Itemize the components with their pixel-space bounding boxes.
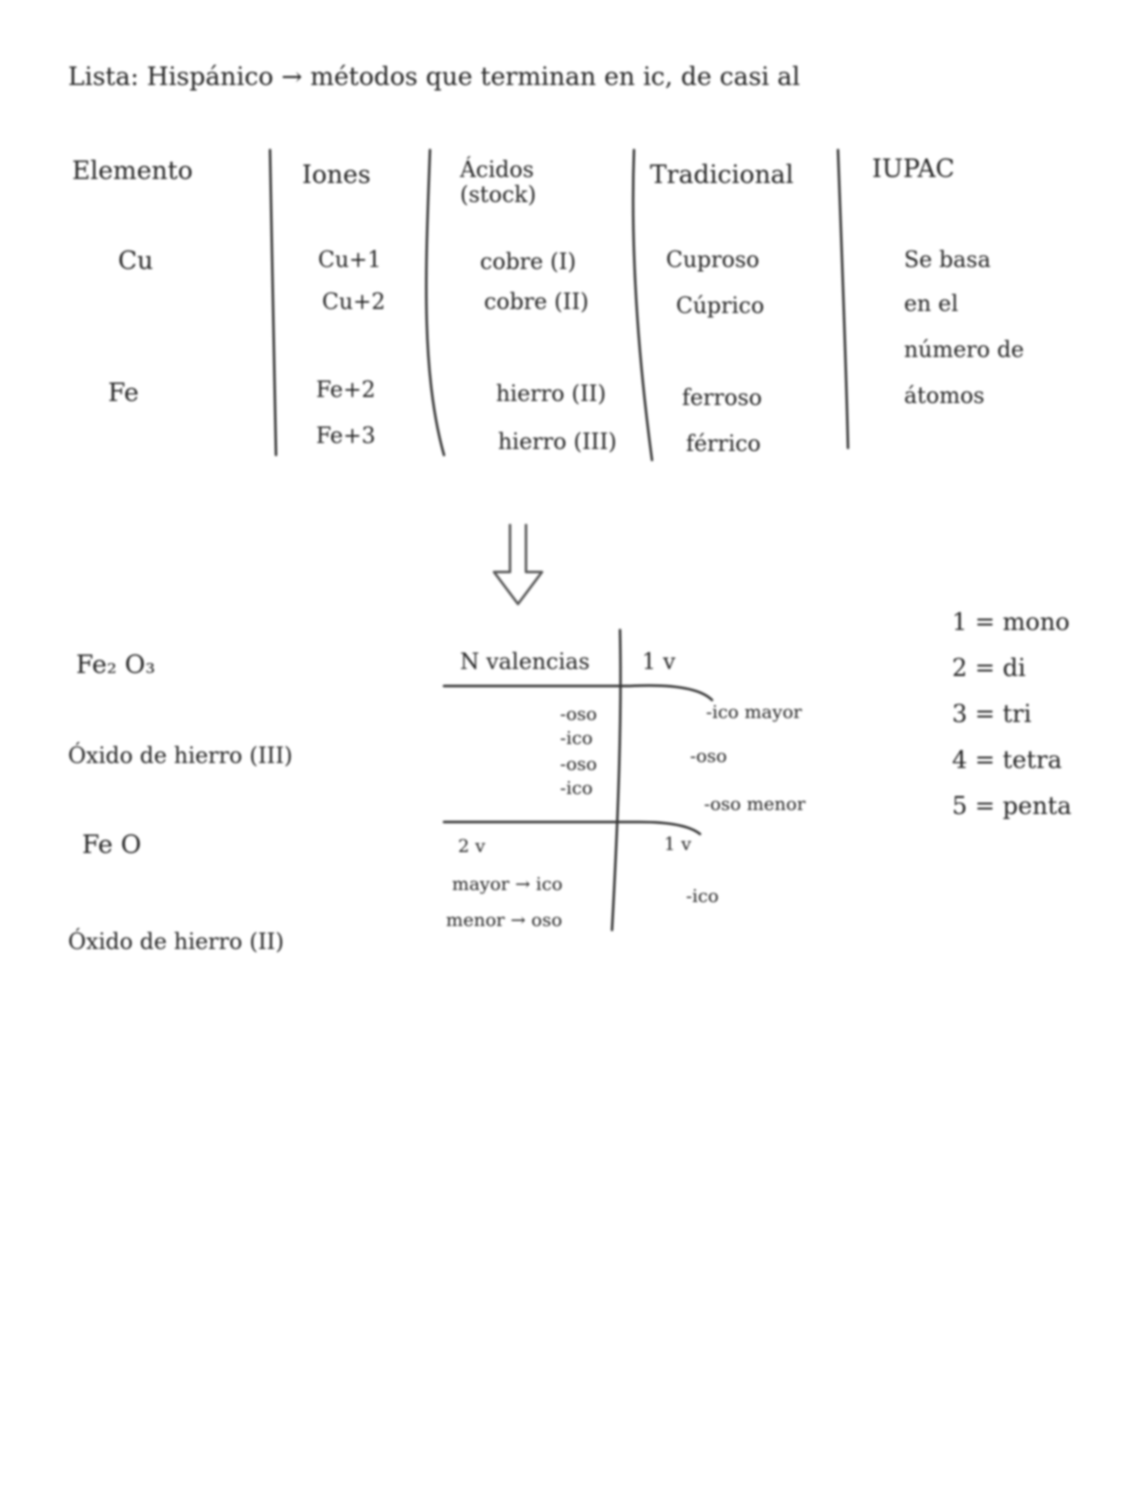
prefix-legend-item: 2 = di <box>952 654 1026 682</box>
element-cell: Fe <box>108 378 139 407</box>
compound-name: Óxido de hierro (III) <box>68 744 293 769</box>
traditional-cell: férrico <box>686 432 761 457</box>
rule-header: 1 v <box>642 650 676 675</box>
iupac-note-line: en el <box>904 292 959 317</box>
element-cell: Cu <box>118 246 154 275</box>
ion-cell: Fe+3 <box>316 424 376 449</box>
compound-name: Óxido de hierro (II) <box>68 930 284 955</box>
prefix-legend-item: 5 = penta <box>952 792 1072 820</box>
down-arrow-icon <box>488 520 548 610</box>
stock-cell: hierro (III) <box>498 430 617 455</box>
rule-table-middle-line <box>444 822 700 834</box>
rule-item: -oso <box>690 746 727 767</box>
rule-item: mayor → ico <box>452 874 563 895</box>
rule-item: -ico <box>686 886 719 907</box>
ion-cell: Fe+2 <box>316 378 376 403</box>
traditional-cell: Cuproso <box>666 248 760 273</box>
formula: Fe O <box>82 830 142 859</box>
traditional-cell: ferroso <box>682 386 762 411</box>
formula: Fe₂ O₃ <box>76 650 156 679</box>
col-header-ions: Iones <box>302 160 371 189</box>
table-divider <box>426 150 444 455</box>
iupac-note-line: número de <box>904 338 1025 363</box>
rule-header: 1 v <box>664 834 692 855</box>
stock-cell: hierro (II) <box>496 382 607 407</box>
rule-item: -ico <box>560 778 593 799</box>
rule-header: N valencias <box>460 650 590 675</box>
rule-item: -oso <box>560 754 597 775</box>
rule-item: -oso <box>560 704 597 725</box>
table-divider <box>270 150 276 455</box>
stock-cell: cobre (I) <box>480 250 577 275</box>
rule-header: 2 v <box>458 836 486 857</box>
rule-item: menor → oso <box>446 910 563 931</box>
col-header-iupac: IUPAC <box>872 154 955 183</box>
col-header-element: Elemento <box>72 156 193 185</box>
rule-item: -ico mayor <box>706 702 802 723</box>
traditional-cell: Cúprico <box>676 294 765 319</box>
table-divider <box>633 150 652 460</box>
page-heading: Lista: Hispánico → métodos que terminan en ic, de casi al <box>68 62 801 91</box>
rule-item: -ico <box>560 728 593 749</box>
prefix-legend-item: 4 = tetra <box>952 746 1062 774</box>
col-header-stock: Ácidos (stock) <box>460 158 537 209</box>
ion-cell: Cu+2 <box>322 290 386 315</box>
iupac-note-line: átomos <box>904 384 985 409</box>
stock-cell: cobre (II) <box>484 290 589 315</box>
rule-table-vertical <box>612 630 621 930</box>
rule-item: -oso menor <box>704 794 806 815</box>
table-divider <box>838 150 848 448</box>
prefix-legend-item: 3 = tri <box>952 700 1032 728</box>
col-header-traditional: Tradicional <box>650 160 794 189</box>
rule-table-top-line <box>444 686 712 700</box>
ion-cell: Cu+1 <box>318 248 382 273</box>
iupac-note-line: Se basa <box>904 248 991 273</box>
prefix-legend-item: 1 = mono <box>952 608 1070 636</box>
